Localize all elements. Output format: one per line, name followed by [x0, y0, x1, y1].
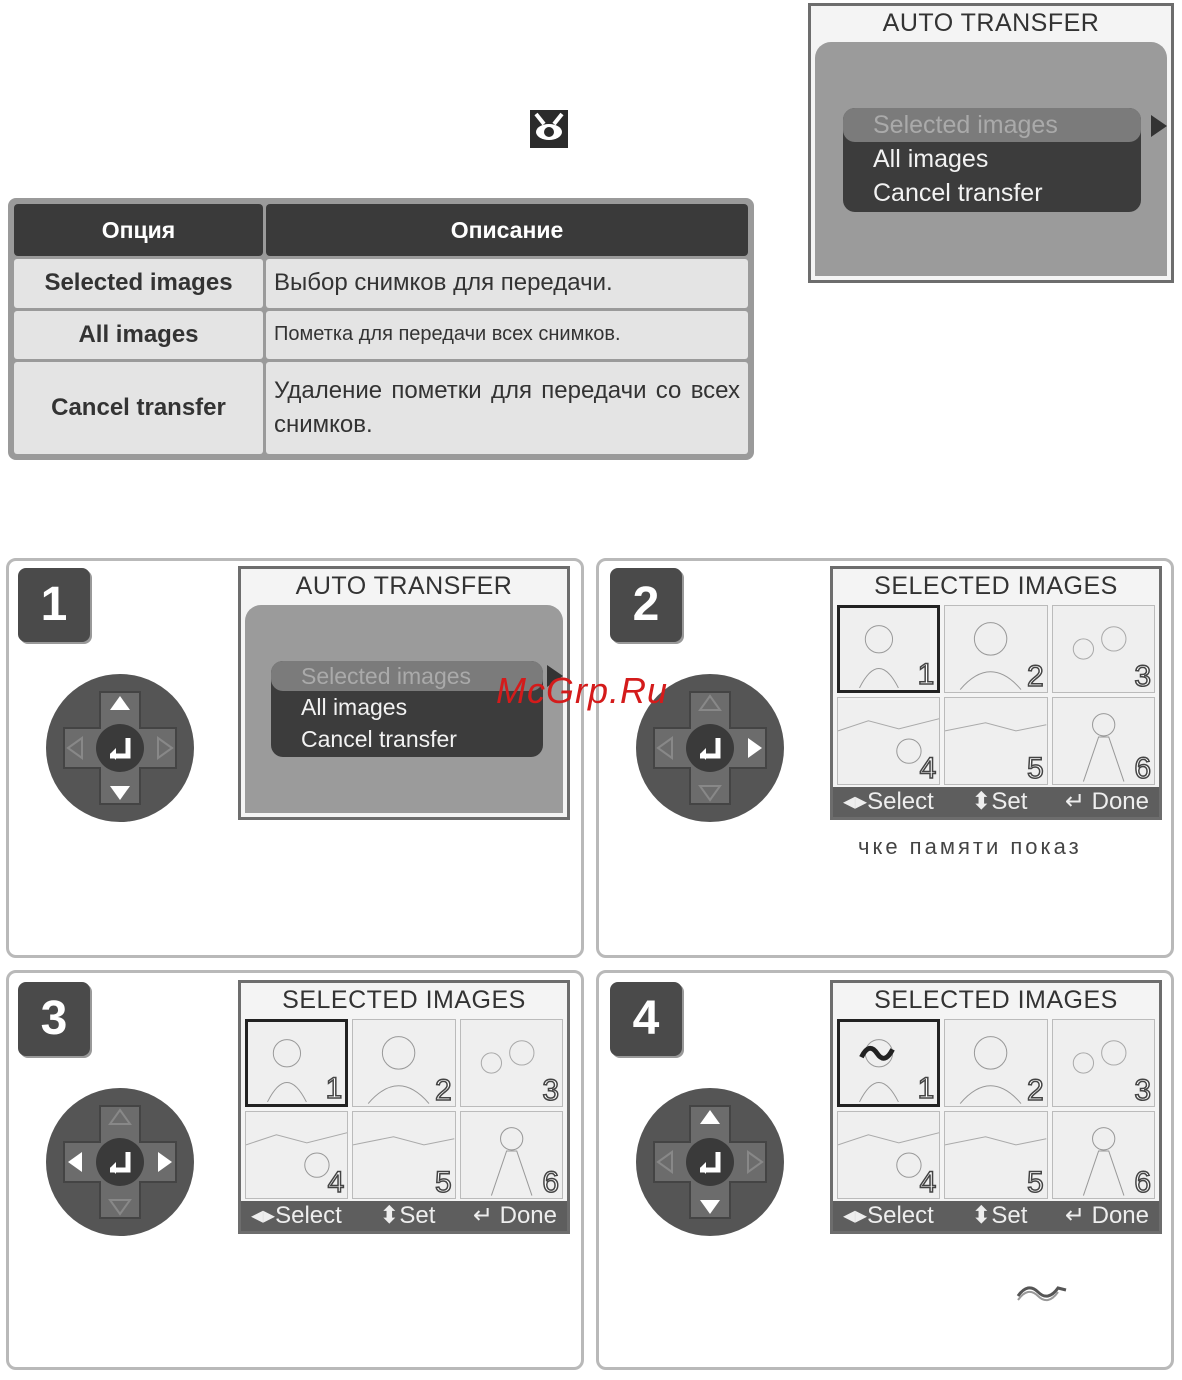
thumbnail-number: 6 — [542, 1166, 559, 1199]
up-down-arrows-icon: ⬍ — [971, 788, 992, 815]
step-number-badge: 3 — [18, 982, 90, 1056]
thumbnail[interactable] — [352, 1019, 455, 1107]
thumbnail-number: 4 — [919, 1166, 937, 1199]
footer-done: ↵ Done — [1064, 788, 1149, 815]
thumbnail[interactable] — [352, 1111, 455, 1199]
screen-title: SELECTED IMAGES — [874, 986, 1118, 1014]
footer-done: ↵ Done — [1064, 1202, 1149, 1229]
thumbnail-number: 4 — [327, 1166, 345, 1199]
dpad-control-icon[interactable] — [44, 672, 196, 824]
thumbnail[interactable] — [944, 1019, 1047, 1107]
thumbnail[interactable] — [837, 1019, 940, 1107]
enter-icon: ↵ — [1064, 1202, 1092, 1229]
thumbnail[interactable] — [1052, 1019, 1155, 1107]
footer-done: ↵ Done — [472, 1202, 557, 1229]
table-row — [14, 362, 748, 454]
menu-item-selected-images[interactable]: Selected images — [271, 661, 543, 691]
footer-select: ◂▸Select — [843, 1202, 934, 1229]
screen-title: AUTO TRANSFER — [295, 572, 513, 600]
screen-title: AUTO TRANSFER — [882, 9, 1100, 37]
footer-set: ⬍Set — [971, 788, 1028, 815]
thumbnail-number: 4 — [919, 752, 937, 785]
thumbnail-number: 6 — [1134, 752, 1151, 785]
menu-list — [843, 108, 1141, 212]
table-row — [14, 311, 748, 360]
camera-note-icon — [530, 110, 568, 148]
auto-transfer-screen — [808, 3, 1174, 283]
table-header-option: Опция — [14, 204, 263, 256]
thumbnail-number: 6 — [1134, 1166, 1151, 1199]
step-3-screen — [238, 980, 570, 1234]
up-down-arrows-icon: ⬍ — [971, 1202, 992, 1229]
screen-title: SELECTED IMAGES — [282, 986, 526, 1014]
thumbnail[interactable] — [837, 605, 940, 693]
thumbnail-number: 3 — [542, 1074, 559, 1107]
dpad-control-icon[interactable] — [44, 1086, 196, 1238]
up-down-arrows-icon: ⬍ — [379, 1202, 400, 1229]
screen-footer — [241, 1201, 567, 1231]
option-description: Удаление пометки для передачи со всех снимков. — [266, 362, 748, 454]
footer-set: ⬍Set — [379, 1202, 436, 1229]
step-number-badge: 1 — [18, 568, 90, 642]
menu-item-all-images[interactable]: All images — [873, 145, 989, 173]
step-4-screen — [830, 980, 1162, 1234]
option-name: Selected images — [14, 259, 263, 308]
menu-body — [815, 42, 1167, 276]
enter-icon: ↵ — [1064, 788, 1092, 815]
thumbnail[interactable] — [460, 1111, 563, 1199]
submenu-arrow-icon — [1151, 115, 1167, 137]
caption-fragment: чке памяти показ — [858, 834, 1082, 859]
thumbnail[interactable] — [944, 697, 1047, 785]
watermark: McGrp.Ru — [496, 670, 669, 711]
table-row — [14, 259, 748, 308]
enter-icon: ↵ — [472, 1202, 500, 1229]
menu-item-cancel-transfer[interactable]: Cancel transfer — [873, 179, 1043, 207]
thumbnail[interactable] — [1052, 697, 1155, 785]
option-description: Пометка для передачи всех снимков. — [266, 311, 748, 360]
step-number-badge: 4 — [610, 982, 682, 1056]
thumbnail[interactable] — [1052, 1111, 1155, 1199]
thumbnail-number: 3 — [1134, 1074, 1151, 1107]
thumbnail-number: 1 — [917, 658, 935, 691]
thumbnail-number: 5 — [1026, 752, 1044, 785]
thumbnail-number: 5 — [434, 1166, 452, 1199]
thumbnail[interactable] — [944, 605, 1047, 693]
thumbnail-grid — [837, 605, 1155, 785]
step-number-badge: 2 — [610, 568, 682, 642]
screen-title: SELECTED IMAGES — [874, 572, 1118, 600]
thumbnail-grid — [245, 1019, 563, 1199]
dpad-control-icon[interactable] — [634, 1086, 786, 1238]
thumbnail[interactable] — [245, 1111, 348, 1199]
option-description: Выбор снимков для передачи. — [266, 259, 748, 308]
thumbnail[interactable] — [944, 1111, 1047, 1199]
thumbnail-number: 1 — [325, 1072, 343, 1105]
thumbnail-number: 3 — [1134, 660, 1151, 693]
footer-set: ⬍Set — [971, 1202, 1028, 1229]
footer-select: ◂▸Select — [843, 788, 934, 815]
left-right-arrows-icon: ◂▸ — [251, 1202, 276, 1229]
transfer-mark-icon — [1014, 1280, 1074, 1304]
options-table — [8, 198, 754, 460]
thumbnail-number: 2 — [1026, 660, 1044, 693]
thumbnail[interactable] — [245, 1019, 348, 1107]
thumbnail[interactable] — [1052, 605, 1155, 693]
thumbnail[interactable] — [837, 1111, 940, 1199]
thumbnail-grid — [837, 1019, 1155, 1199]
option-name: All images — [14, 311, 263, 360]
screen-footer — [833, 787, 1159, 817]
screen-footer — [833, 1201, 1159, 1231]
footer-select: ◂▸Select — [251, 1202, 342, 1229]
menu-item-cancel-transfer[interactable]: Cancel transfer — [301, 726, 457, 752]
table-header-description: Описание — [266, 204, 748, 256]
thumbnail-number: 2 — [1026, 1074, 1044, 1107]
thumbnail-number: 1 — [917, 1072, 935, 1105]
thumbnail-number: 2 — [434, 1074, 452, 1107]
step-2-screen — [830, 566, 1162, 820]
thumbnail-number: 5 — [1026, 1166, 1044, 1199]
option-name: Cancel transfer — [14, 362, 263, 454]
menu-item-all-images[interactable]: All images — [301, 694, 408, 720]
menu-item-selected-images[interactable]: Selected images — [843, 108, 1141, 142]
thumbnail[interactable] — [460, 1019, 563, 1107]
thumbnail[interactable] — [837, 697, 940, 785]
left-right-arrows-icon: ◂▸ — [843, 1202, 868, 1229]
left-right-arrows-icon: ◂▸ — [843, 788, 868, 815]
